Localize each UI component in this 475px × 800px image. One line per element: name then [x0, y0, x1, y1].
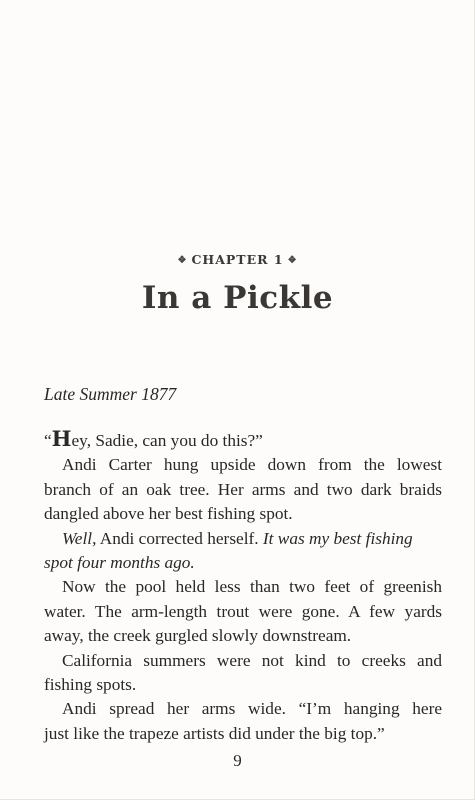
text-line: water. The arm-length trout were gone. A few yards — [44, 601, 442, 621]
body-text — [44, 427, 442, 746]
italic-thought-end: spot four months ago. — [44, 553, 195, 573]
italic-well: Well, — [62, 528, 97, 548]
text-line: Andi spread her arms wide. “I’m hanging here — [62, 699, 442, 719]
chapter-title: In a Pickle — [141, 280, 334, 316]
ornament-left-icon: ❖ — [177, 255, 188, 266]
text-line: California summers were not kind to creeks and — [62, 650, 442, 670]
page-number: 9 — [233, 751, 242, 770]
text-line: branch of an oak tree. Her arms and two dark braids — [44, 479, 442, 499]
text-line: away, the creek gurgled slowly downstream. — [44, 626, 352, 646]
paragraph-3-line-2 — [44, 551, 442, 575]
open-quote: “ — [44, 431, 52, 450]
drop-cap-letter: H — [51, 426, 72, 451]
text-line: Now the pool held less than two feet of greenish — [62, 577, 442, 597]
chapter-number: CHAPTER 1 — [191, 252, 284, 267]
text-line: just like the trapeze artists did under the big top.” — [44, 723, 385, 743]
paragraph-1-text: ey, Sadie, can you do this?” — [71, 431, 263, 450]
paragraph-1 — [44, 427, 442, 453]
roman-text: Andi corrected herself. — [96, 528, 263, 548]
text-line: dangled above her best fishing spot. — [44, 504, 293, 524]
italic-thought: It was my best fishing — [262, 528, 413, 548]
chapter-label — [0, 252, 475, 267]
dateline: Late Summer 1877 — [44, 384, 177, 404]
text-line: Andi Carter hung upside down from the lowest — [62, 455, 442, 475]
paragraph-3-line-1 — [44, 527, 442, 551]
ornament-right-icon: ❖ — [287, 255, 298, 266]
text-line: fishing spots. — [44, 675, 137, 695]
